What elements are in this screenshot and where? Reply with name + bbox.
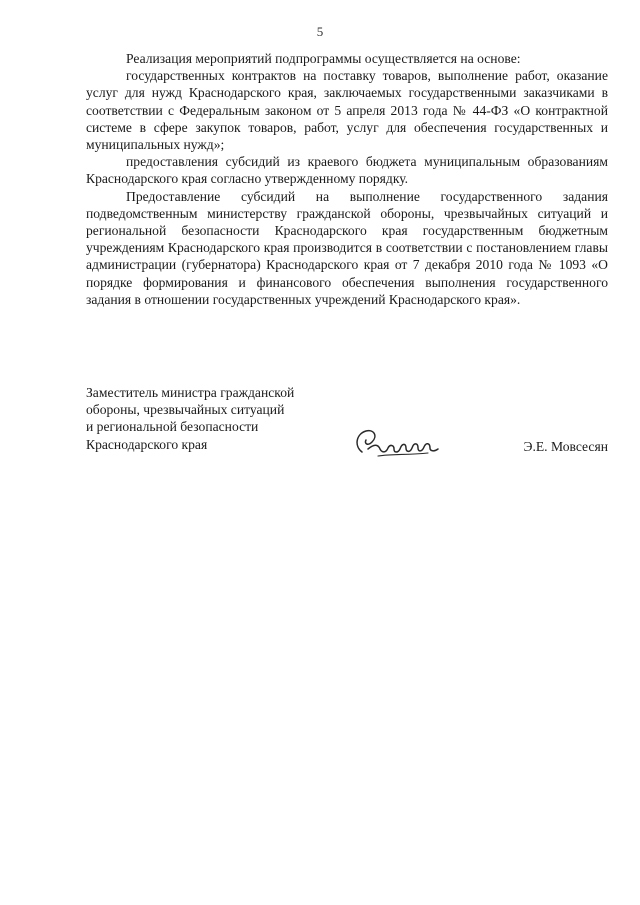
signer-position-line: Заместитель министра гражданской bbox=[86, 385, 295, 400]
document-body bbox=[86, 50, 608, 308]
page-number: 5 bbox=[316, 24, 324, 39]
paragraph-subsidies: предоставления субсидий из краевого бюджета муниципальным образованиям Краснодарского края согласно утвержденному порядку. bbox=[86, 154, 608, 187]
paragraph-state-task: Предоставление субсидий на выполнение государственного задания подведомственным министерству гражданской обороны, чрезвычайных ситуаций и региональной безопасности Краснодарского края государственным бюджетным учреждениям Краснодарского края производится в соответствии с постановлением главы администрации (губернатора) Краснодарского края от 7 декабря 2010 года № 1093 «О порядке формирования и финансового обеспечения выполнения государственного задания в отношении государственных учреждений Краснодарского края». bbox=[86, 188, 608, 307]
paragraph-contracts: государственных контрактов на поставку товаров, выполнение работ, оказание услуг для нужд Краснодарского края, заключаемых государственными заказчиками в соответствии с Федеральным законом от 5 апреля 2013 года № 44-ФЗ «О контрактной системе в сфере закупок товаров, работ, услуг для обеспечения государственных и муниципальных нужд»; bbox=[86, 68, 608, 153]
handwritten-signature-icon bbox=[348, 422, 446, 462]
signer-position-line: Краснодарского края bbox=[86, 436, 208, 452]
paragraph-intro: Реализация мероприятий подпрограммы осуществляется на основе: bbox=[126, 51, 521, 66]
signer-name: Э.Е. Мовсесян bbox=[523, 439, 608, 454]
signer-position-line: обороны, чрезвычайных ситуаций bbox=[86, 402, 285, 418]
signer-position bbox=[86, 384, 294, 453]
signature-block bbox=[86, 384, 616, 464]
signer-position-line: и региональной безопасности bbox=[86, 419, 259, 435]
